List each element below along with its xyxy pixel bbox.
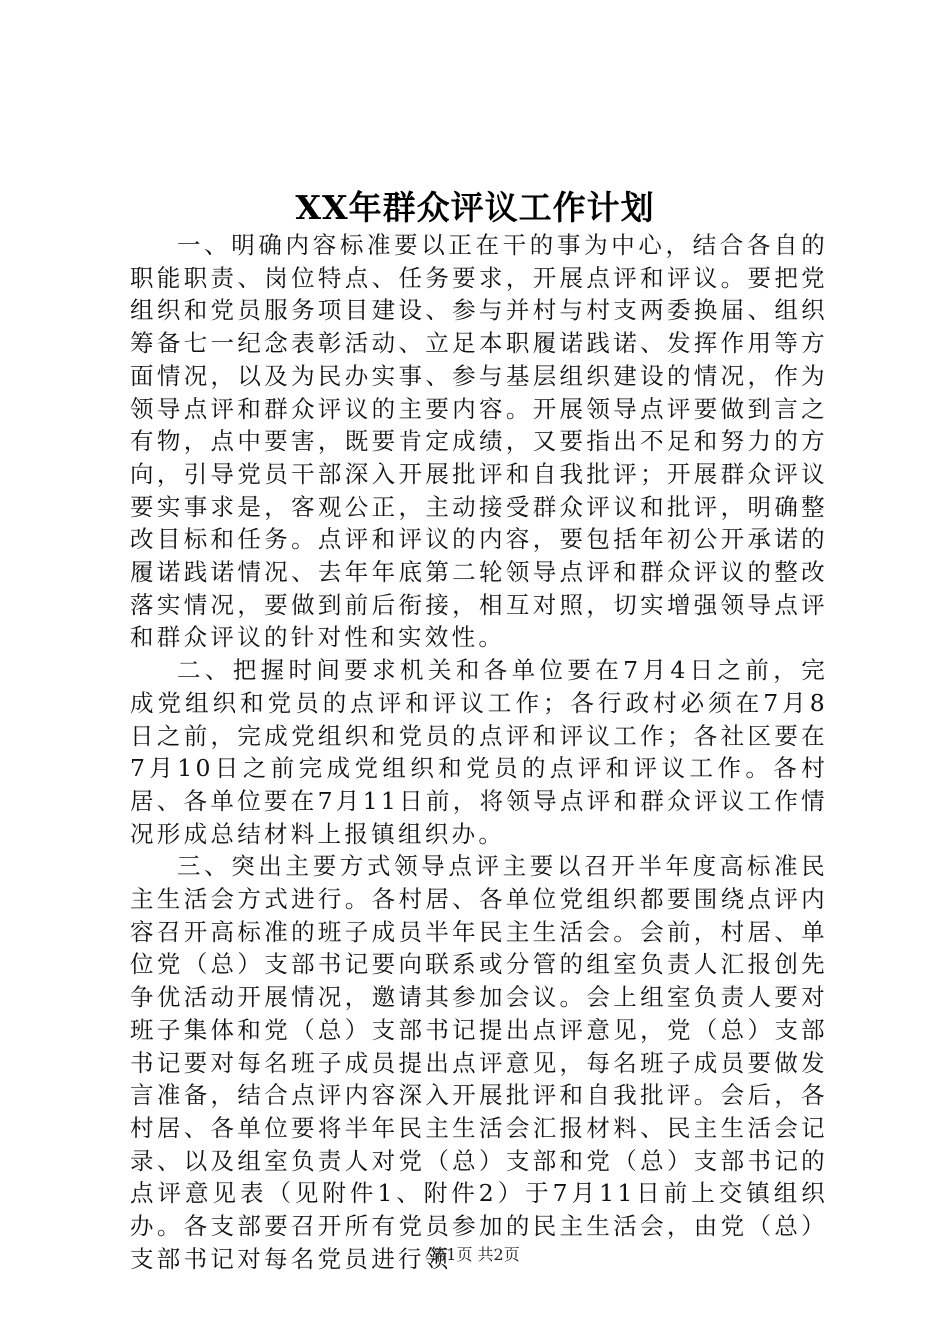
page-footer: 第1页 共2页 bbox=[430, 1245, 520, 1264]
paragraph-1: 一、明确内容标准要以正在干的事为中心，结合各自的职能职责、岗位特点、任务要求，开展点评和评议。要把党组织和党员服务项目建设、参与并村与村支两委换届、组织筹备七一纪念表彰活动、立足本职履诺践诺、发挥作用等方面情况，以及为民办实事、参与基层组织建设的情况，作为领导点评和群众评议的主要内容。开展领导点评要做到言之有物，点中要害，既要肯定成绩，又要指出不足和努力的方向，引导党员干部深入开展批评和自我批评；开展群众评议要实事求是，客观公正，主动接受群众评议和批评，明确整改目标和任务。点评和评议的内容，要包括年初公开承诺的履诺践诺情况、去年年底第二轮领导点评和群众评议的整改落实情况，要做到前后衔接，相互对照，切实增强领导点评和群众评议的针对性和实效性。 bbox=[130, 231, 828, 652]
document-title: XX年群众评议工作计划 bbox=[295, 188, 655, 227]
paragraph-2: 二、把握时间要求机关和各单位要在7月4日之前，完成党组织和党员的点评和评议工作；各行政村必须在7月8日之前，完成党组织和党员的点评和评议工作；各社区要在7月10日之前完成党组织和党员的点评和评议工作。各村居、各单位要在7月11日前，将领导点评和群众评议工作情况形成总结材料上报镇组织办。 bbox=[130, 656, 828, 848]
document-body bbox=[130, 229, 828, 1276]
paragraph-3: 三、突出主要方式领导点评主要以召开半年度高标准民主生活会方式进行。各村居、各单位党组织都要围绕点评内容召开高标准的班子成员半年民主生活会。会前，村居、单位党（总）支部书记要向联系或分管的组室负责人汇报创先争优活动开展情况，邀请其参加会议。会上组室负责人要对班子集体和党（总）支部书记提出点评意见，党（总）支部书记要对每名班子成员提出点评意见，每名班子成员要做发言准备，结合点评内容深入开展批评和自我批评。会后，各村居、各单位要将半年民主生活会汇报材料、民主生活会记录、以及组室负责人对党（总）支部和党（总）支部书记的点评意见表（见附件1、附件2）于7月11日前上交镇组织办。各支部要召开所有党员参加的民主生活会，由党（总）支部书记对每名党员进行领 bbox=[130, 852, 828, 1273]
